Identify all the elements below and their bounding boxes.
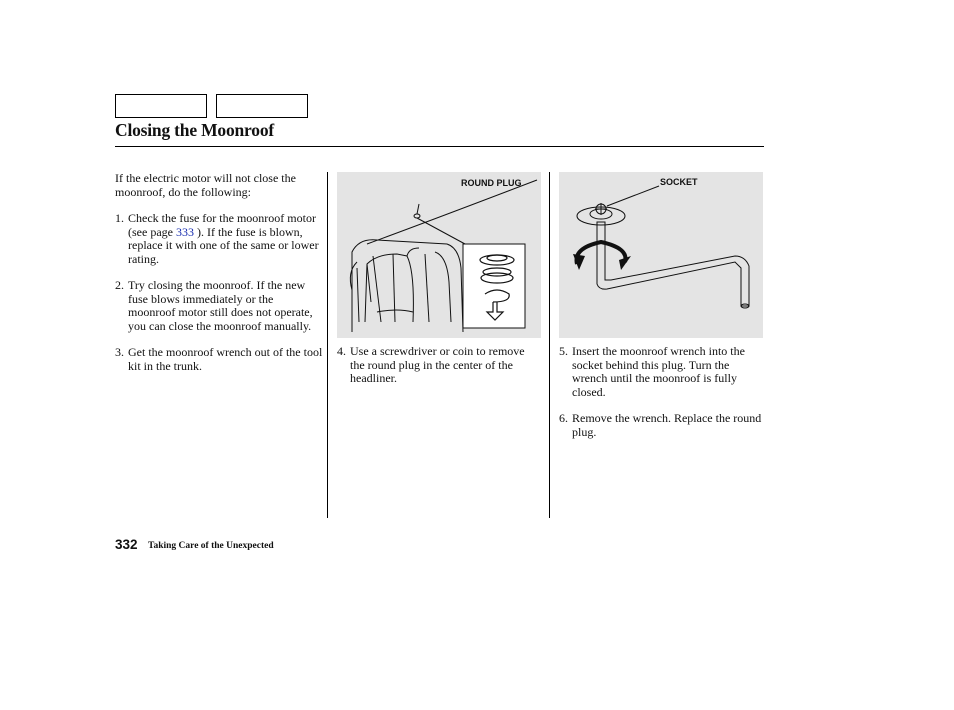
step-number: 6. [559, 411, 568, 425]
step-2 [115, 279, 323, 333]
step-text-post: ). If the fuse is blown, replace it with one of the same or lower rating. [128, 224, 319, 266]
step-text: Try closing the moonroof. If the new fuse blows immediately or the moonroof motor still does not operate, you can close the moonroof manually. [128, 278, 313, 333]
nav-tab-2[interactable] [216, 94, 308, 118]
intro-text: If the electric motor will not close the moonroof, do the following: [115, 171, 296, 199]
step-number: 3. [115, 345, 124, 359]
column-2 [337, 345, 541, 399]
socket-label: SOCKET [660, 177, 698, 187]
step-5 [559, 345, 764, 399]
headliner-drawing [337, 172, 541, 338]
column-3 [559, 345, 764, 452]
step-6 [559, 412, 764, 439]
socket-wrench-illustration [559, 172, 763, 338]
column-divider [549, 172, 550, 518]
step-text [128, 212, 323, 266]
round-plug-illustration [337, 172, 541, 338]
step-text: Insert the moonroof wrench into the socket behind this plug. Turn the wrench until the moonroof is fully closed. [572, 344, 745, 399]
title-rule [115, 146, 764, 147]
step-4 [337, 345, 541, 386]
step-1 [115, 212, 323, 266]
step-text: Remove the wrench. Replace the round plug. [572, 411, 762, 439]
step-number: 2. [115, 278, 124, 292]
step-number: 1. [115, 211, 124, 225]
page-title: Closing the Moonroof [115, 120, 275, 140]
page-link[interactable]: 333 [175, 224, 194, 239]
round-plug-label: ROUND PLUG [461, 178, 522, 188]
page-number: 332 [115, 537, 138, 552]
step-text: Use a screwdriver or coin to remove the round plug in the center of the headliner. [350, 344, 525, 385]
column-1 [115, 172, 323, 386]
column-divider [327, 172, 328, 518]
step-number: 5. [559, 344, 568, 358]
step-number: 4. [337, 344, 346, 358]
section-name: Taking Care of the Unexpected [148, 541, 274, 551]
step-text: Get the moonroof wrench out of the tool kit in the trunk. [128, 345, 323, 373]
step-3 [115, 346, 323, 373]
wrench-drawing [559, 172, 763, 338]
step-text-pre: Check the fuse for the moonroof motor (see page [128, 211, 316, 239]
nav-tab-1[interactable] [115, 94, 207, 118]
